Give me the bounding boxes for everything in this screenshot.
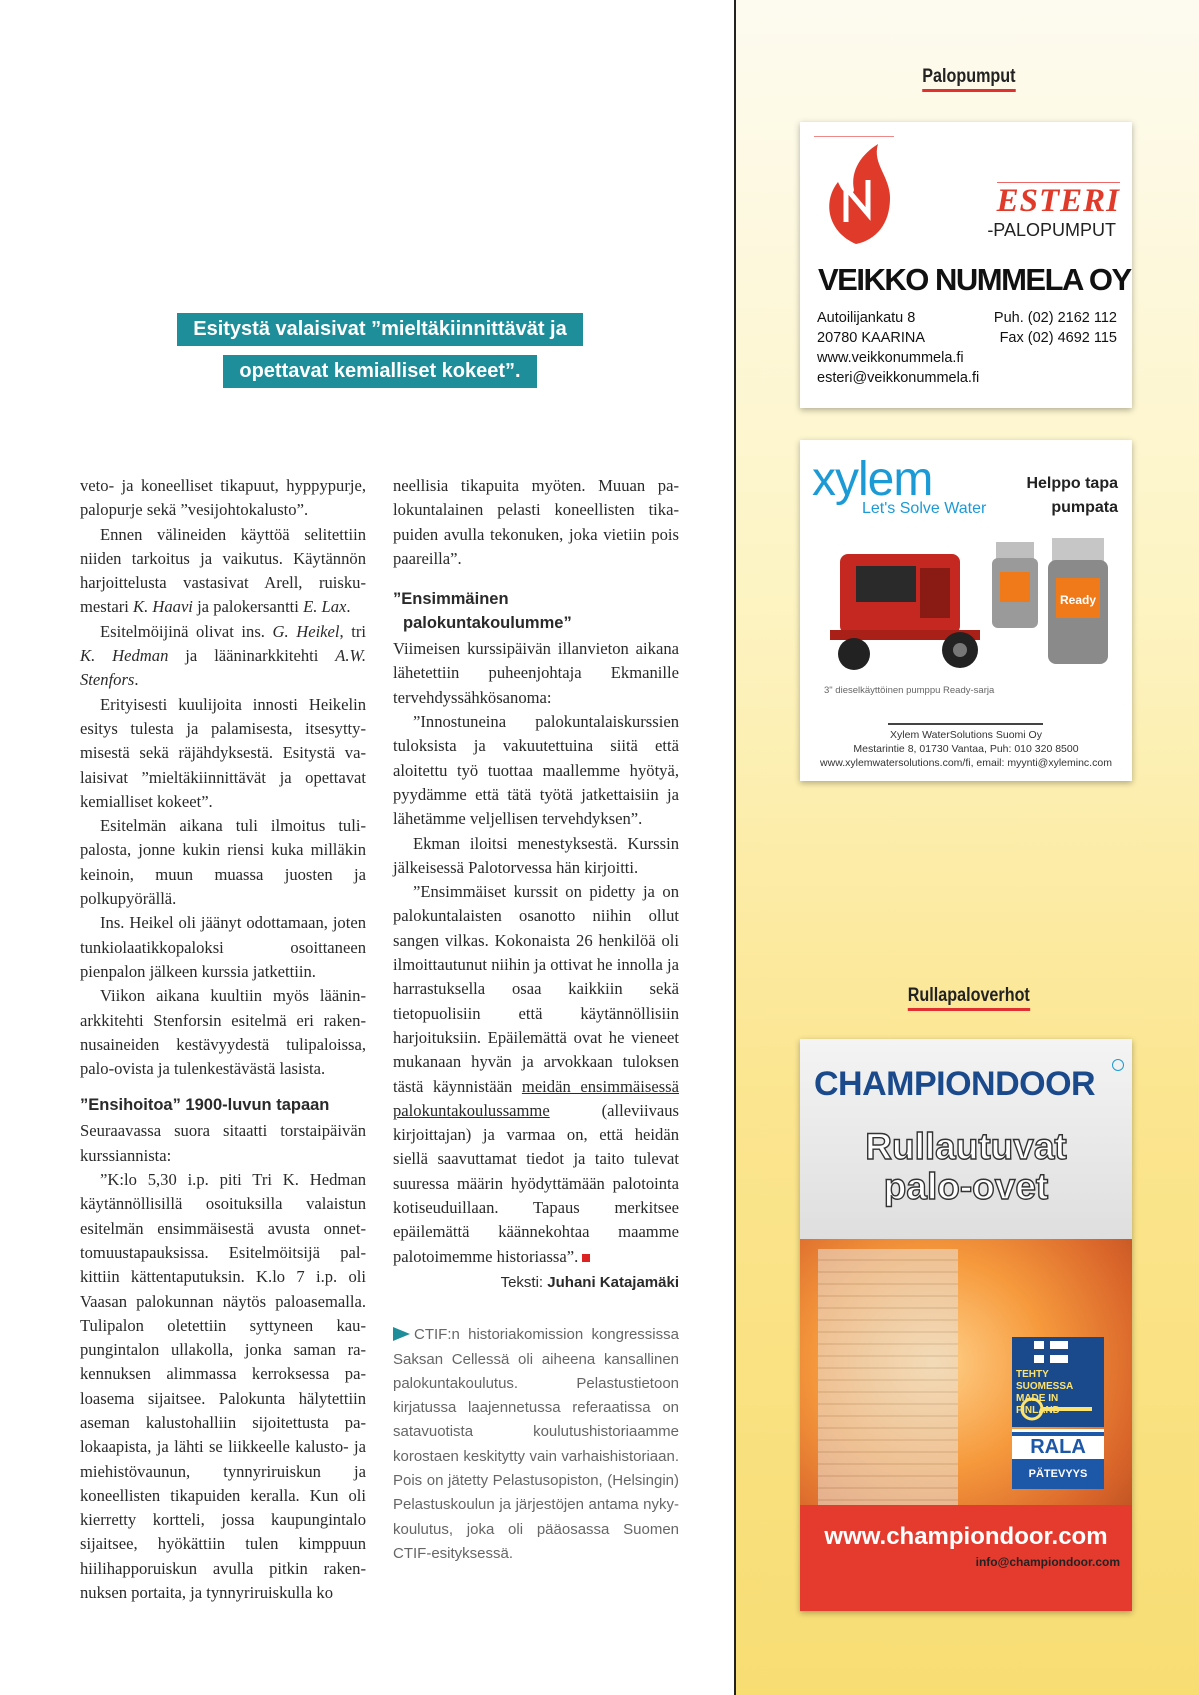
pump-label: Ready <box>1059 593 1097 607</box>
pull-quote-line-1: Esitystä valaisivat ”mieltäkiinnittävät ja <box>177 313 583 346</box>
pull-quote <box>60 313 700 397</box>
pumps-image <box>820 538 1120 680</box>
article-column-1 <box>80 474 366 1605</box>
paragraph: Ins. Heikel oli jäänyt odottamaan, joten tunkiolaatikkopaloksi osoittaneen pienpalon jälkeen kurssia jatkettiin. <box>80 913 366 981</box>
email-link[interactable]: esteri@veikkonummela.fi <box>817 370 980 386</box>
paragraph: Esitelmän aikana tuli ilmoitus tulipalosta, jonne kukin riensi kuka milläkin keinoin, muun muassa juosten ja polkupyörällä. <box>80 816 366 909</box>
xylem-tagline: Let's Solve Water <box>862 500 987 517</box>
ad-section-heading: Rullapaloverhot <box>736 985 1199 1011</box>
ad-veikko-nummela[interactable] <box>800 122 1132 408</box>
pull-quote-line-2: opettavat kemialliset kokeet”. <box>223 355 536 388</box>
subheading: ”Ensimmäinen palokuntakoulumme” <box>393 590 572 633</box>
championdoor-headline: Rullautuvat palo-ovet <box>865 1126 1067 1207</box>
email-link[interactable]: info@championdoor.com <box>975 1555 1120 1569</box>
paragraph: veto- ja koneelliset tikapuut, hyppypurje, palopurje sekä ”vesijohtokalusto”. <box>80 476 366 520</box>
paragraph: Seuraavassa suora sitaatti torstaipäivän kurssiannista: <box>80 1121 366 1165</box>
championdoor-footer <box>800 1505 1132 1611</box>
side-note: CTIF:n historiakomission kongressissa Saksan Cellessä oli aiheena kansallinen palokuntakoulutus. Pelastustietoon kirjatussa laajennetussa referaatissa on satavuotista koulutushistoriaamme korostaen keskitytty vain varhaishistoriaan. Pois on jätetty Pelastusopiston, (Helsingin) Pelastuskoulun ja järjestöjen antama nykykoulutus, joka oli pääosassa Suomen CTIF-esityksessä. <box>393 1326 679 1562</box>
esteri-subtitle: -PALOPUMPUT <box>987 220 1116 240</box>
triangle-bullet-icon <box>393 1327 410 1341</box>
rala-badge: RALA PÄTEVYYS <box>1012 1429 1104 1489</box>
paragraph: Viikon aikana kuultiin myös lääninarkkitehti Stenforsin esitelmä eri rakennusaineiden kestävyydestä tulipaloissa, palo-ovista ja tulenkestävästä lasista. <box>80 986 366 1079</box>
paragraph: Viimeisen kurssipäivän illanvieton aikana lähetettiin puheenjohtaja Ekmanille tervehdyssähkösanoma: <box>393 639 679 707</box>
company-name: VEIKKO NUMMELA OY <box>818 262 1131 297</box>
xylem-caption: 3" dieselkäyttöinen pumppu Ready-sarja <box>824 685 995 696</box>
xylem-headline: Helppo tapa pumpata <box>1026 475 1118 516</box>
ad-xylem[interactable] <box>800 440 1132 781</box>
ad-column <box>734 0 1199 1695</box>
ad-section-heading: Palopumput <box>736 66 1199 92</box>
championdoor-logo: CHAMPIONDOOR <box>814 1065 1096 1103</box>
badge-text: TEHTY SUOMESSA MADE IN FINLAND <box>1016 1369 1073 1416</box>
esteri-brand: ESTERI <box>996 183 1120 219</box>
door-image <box>818 1249 958 1529</box>
contact-info: Autoilijankatu 8 Puh. (02) 2162 112 20780 KAARINA Fax (02) 4692 115 www.veikkonummela.fi esteri@veikkonummela.fi <box>817 310 1117 386</box>
flame-logo-icon <box>816 140 902 250</box>
paragraph: Esitelmöijinä olivat ins. G. Heikel, tri K. Hedman ja lääninarkkitehti A.W. Stenfors. <box>80 621 366 690</box>
paragraph: neellisia tikapuita myöten. Muuan palokuntalainen pelasti koneellisten tikapuiden avulla tekonuken, joka vietiin pois paareilla”. <box>393 476 679 568</box>
paragraph: Erityisesti kuulijoita innosti Heikelin esitys tulesta ja palamisesta, itsesyttymisestä sekä räjähdyksestä. Esitystä valaisivat ”mieltäkiinnittävät ja opettavat kemialliset kokeet”. <box>80 694 366 811</box>
divider <box>888 723 1043 725</box>
paragraph: ”Innostuneina palokuntalaiskurssien tuloksista ja vakuutettuina siitä että aloitettu työ tuottaa maallemme hyötyä, pyydämme että tätä työtä jatkettaisiin ja lähetämme veljellisen tervehdyksen”. <box>393 712 679 829</box>
website-link[interactable]: www.veikkonummela.fi <box>817 350 964 366</box>
ad-championdoor[interactable] <box>800 1039 1132 1611</box>
paragraph: Ekman iloitsi menestyksestä. Kurssin jälkeisessä Palotorvessa hän kirjoitti. <box>393 833 679 877</box>
website-link[interactable]: www.championdoor.com <box>824 1523 1108 1550</box>
xylem-logo: xylem <box>812 453 933 506</box>
registered-icon <box>1112 1059 1124 1071</box>
divider <box>814 136 894 137</box>
paragraph: ”Ensimmäiset kurssit on pidetty ja on palokuntalaisten osanotto niihin ollut sangen vilkas. Kokonaista 26 henkilöä oli ilmoittautunut niihin ja ottivat he innolla ja harrastuksella osaa kaikkiin sekä tietopuolisiin että käytännöllisiin harjoituksiin. Epäilemättä ovat he vieneet mukanaan hyvän ja arvokkaan tuloksen tästä käynnistään meidän ensimmäisessä palokuntakoulussamme (alleviivaus kirjoittajan) ja varmaa on, että heidän siellä saavuttamat tiedot ja taito tulevat suuressa määrin hyödyttämään palotointa kotiseuduillaan. Tapaus merkitsee epäilemättä käännekohtaa maamme palotoimemme historiassa”. <box>393 882 679 1266</box>
article-column-2 <box>393 474 679 1566</box>
byline: Teksti: Juhani Katajamäki <box>500 1273 679 1291</box>
xylem-address: Xylem WaterSolutions Suomi Oy Mestarintie 8, 01730 Vantaa, Puh: 010 320 8500 www.xylemwatersolutions.com/fi, email: myynti@xyleminc.com <box>820 729 1112 769</box>
paragraph: Ennen välineiden käyttöä selitettiin niiden tarkoitus ja vaikutus. Käytännön harjoittelusta vastasivat Arell, ruiskumestari K. Haavi ja palokersantti E. Lax. <box>80 524 366 617</box>
end-mark-icon <box>582 1254 590 1262</box>
paragraph: ”K:lo 5,30 i.p. piti Tri K. Hedman käytännöllisillä osoituksilla valaistun esitelmän ensimmäisestä avusta onnettomuustapauksissa. Esitelmöitsijä palkittiin kättentaputuksin. K.lo 7 i.p. oli Vaasan palokunnan näytös paloasemalla. Tulipalon oletettiin syttyneen kaupungintalon ullakolla, jonka saman rakennuksen alimmassa kerroksessa paloasema sijaitsee. Palokunta hälytettiin aseman kalustohalliin sijoitettusta palokaapista, ja lähti se liikkeelle kalusto- ja miehistövaunun, tynnyriruiskun ja koneellisten tikapuiden keralla. Kun oli kierretty kortteli, jossa kaupungintalo sijaitsee, hyökättiin tulen kimppuun hiilihapporuiskun avulla pitkin rakennuksen portaita, ja tynnyriruiskulla ko <box>80 1170 366 1603</box>
subheading: ”Ensihoitoa” 1900-luvun tapaan <box>80 1096 330 1115</box>
